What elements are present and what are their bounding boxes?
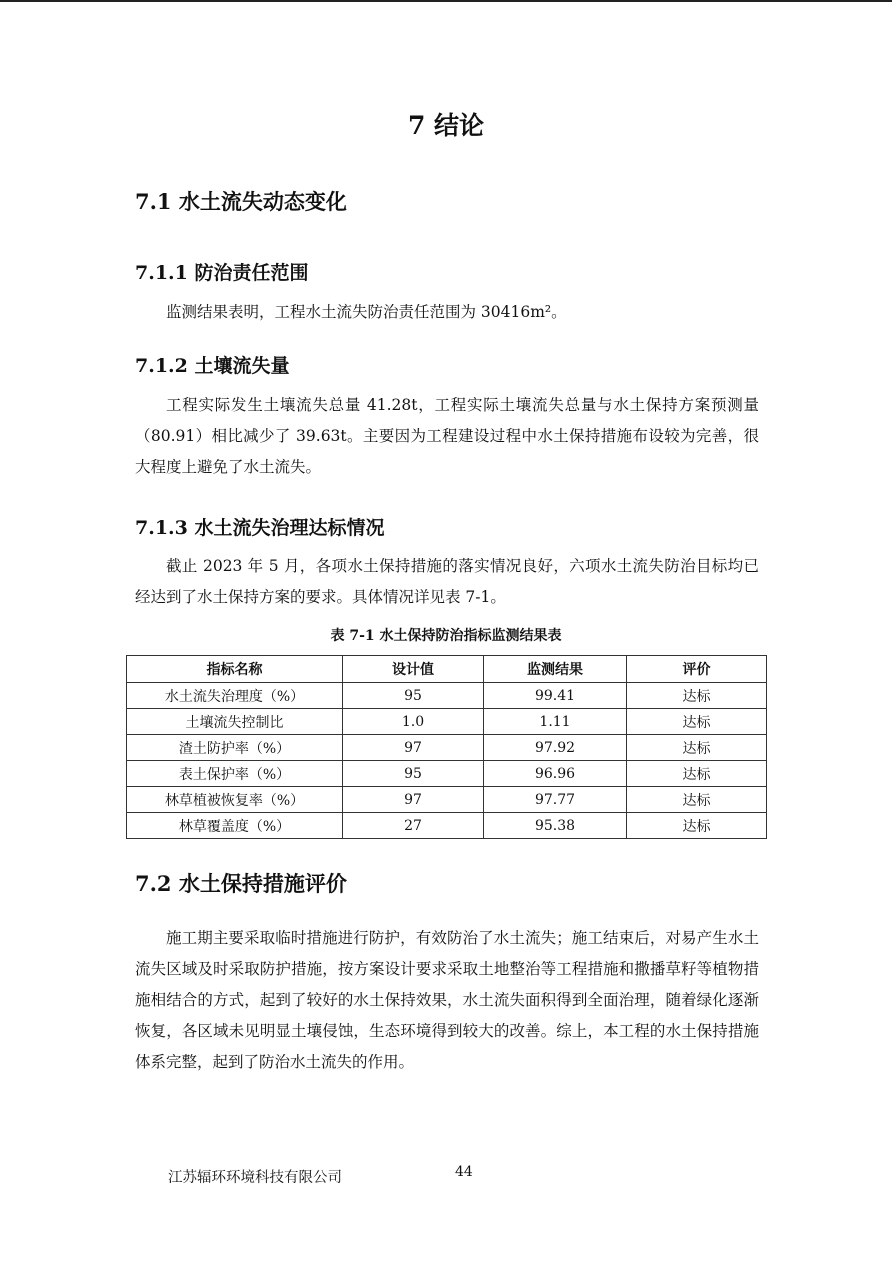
design-value-cell: 97 (343, 787, 484, 813)
evaluation-cell: 达标 (627, 813, 767, 839)
table-caption: 表 7-1 水土保持防治指标监测结果表 (330, 628, 562, 644)
chapter-title: 7 结论 (407, 111, 485, 140)
result-cell: 1.11 (484, 709, 627, 735)
footer-company-name: 江苏辐环环境科技有限公司 (168, 1170, 342, 1186)
column-header-indicator: 指标名称 (127, 656, 343, 683)
evaluation-cell: 达标 (627, 787, 767, 813)
section-heading-7-1: 7.1 水土流失动态变化 (135, 189, 347, 214)
column-header-monitoring-result: 监测结果 (484, 656, 627, 683)
result-cell: 96.96 (484, 761, 627, 787)
result-cell: 97.92 (484, 735, 627, 761)
section-heading-7-1-2: 7.1.2 土壤流失量 (135, 355, 290, 377)
design-value-cell: 97 (343, 735, 484, 761)
evaluation-cell: 达标 (627, 683, 767, 709)
paragraph-measures-evaluation: 施工期主要采取临时措施进行防护，有效防治了水土流失；施工结束后，对易产生水土流失区域及时采取防护措施，按方案设计要求采取土地整治等工程措施和撒播草籽等植物措施相结合的方式，起到了较好的水土保持效果，水土流失面积得到全面治理，随着绿化逐渐恢复，各区域未见明显土壤侵蚀，生态环境得到较大的改善。综上，本工程的水土保持措施体系完整，起到了防治水土流失的作用。 (135, 929, 759, 1071)
footer-page-number: 44 (455, 1164, 473, 1180)
result-cell: 97.77 (484, 787, 627, 813)
section-heading-7-1-3: 7.1.3 水土流失治理达标情况 (135, 517, 385, 539)
table-row (127, 735, 767, 761)
evaluation-cell: 达标 (627, 735, 767, 761)
result-cell: 99.41 (484, 683, 627, 709)
paragraph-responsibility-scope: 监测结果表明，工程水土流失防治责任范围为 30416m²。 (166, 303, 567, 321)
top-border-line (0, 0, 892, 2)
table-header-row (127, 656, 767, 683)
column-header-design-value: 设计值 (343, 656, 484, 683)
indicator-cell: 林草覆盖度（%） (127, 813, 343, 839)
table-row (127, 787, 767, 813)
result-cell: 95.38 (484, 813, 627, 839)
section-heading-7-2: 7.2 水土保持措施评价 (135, 871, 347, 896)
indicator-cell: 土壤流失控制比 (127, 709, 343, 735)
design-value-cell: 95 (343, 683, 484, 709)
paragraph-standard-compliance: 截止 2023 年 5 月，各项水土保持措施的落实情况良好，六项水土流失防治目标均已经达到了水土保持方案的要求。具体情况详见表 7-1。 (135, 557, 759, 606)
design-value-cell: 27 (343, 813, 484, 839)
indicator-cell: 渣土防护率（%） (127, 735, 343, 761)
indicator-cell: 水土流失治理度（%） (127, 683, 343, 709)
indicator-cell: 表土保护率（%） (127, 761, 343, 787)
column-header-evaluation: 评价 (627, 656, 767, 683)
evaluation-cell: 达标 (627, 709, 767, 735)
table-row (127, 683, 767, 709)
design-value-cell: 95 (343, 761, 484, 787)
design-value-cell: 1.0 (343, 709, 484, 735)
table-row (127, 709, 767, 735)
indicator-cell: 林草植被恢复率（%） (127, 787, 343, 813)
table-row (127, 761, 767, 787)
monitoring-results-table (126, 655, 767, 839)
paragraph-soil-loss: 工程实际发生土壤流失总量 41.28t，工程实际土壤流失总量与水土保持方案预测量（80.91）相比减少了 39.63t。主要因为工程建设过程中水土保持措施布设较为完善，很大程度上避免了水土流失。 (135, 396, 759, 476)
table-row (127, 813, 767, 839)
evaluation-cell: 达标 (627, 761, 767, 787)
section-heading-7-1-1: 7.1.1 防治责任范围 (135, 262, 309, 284)
